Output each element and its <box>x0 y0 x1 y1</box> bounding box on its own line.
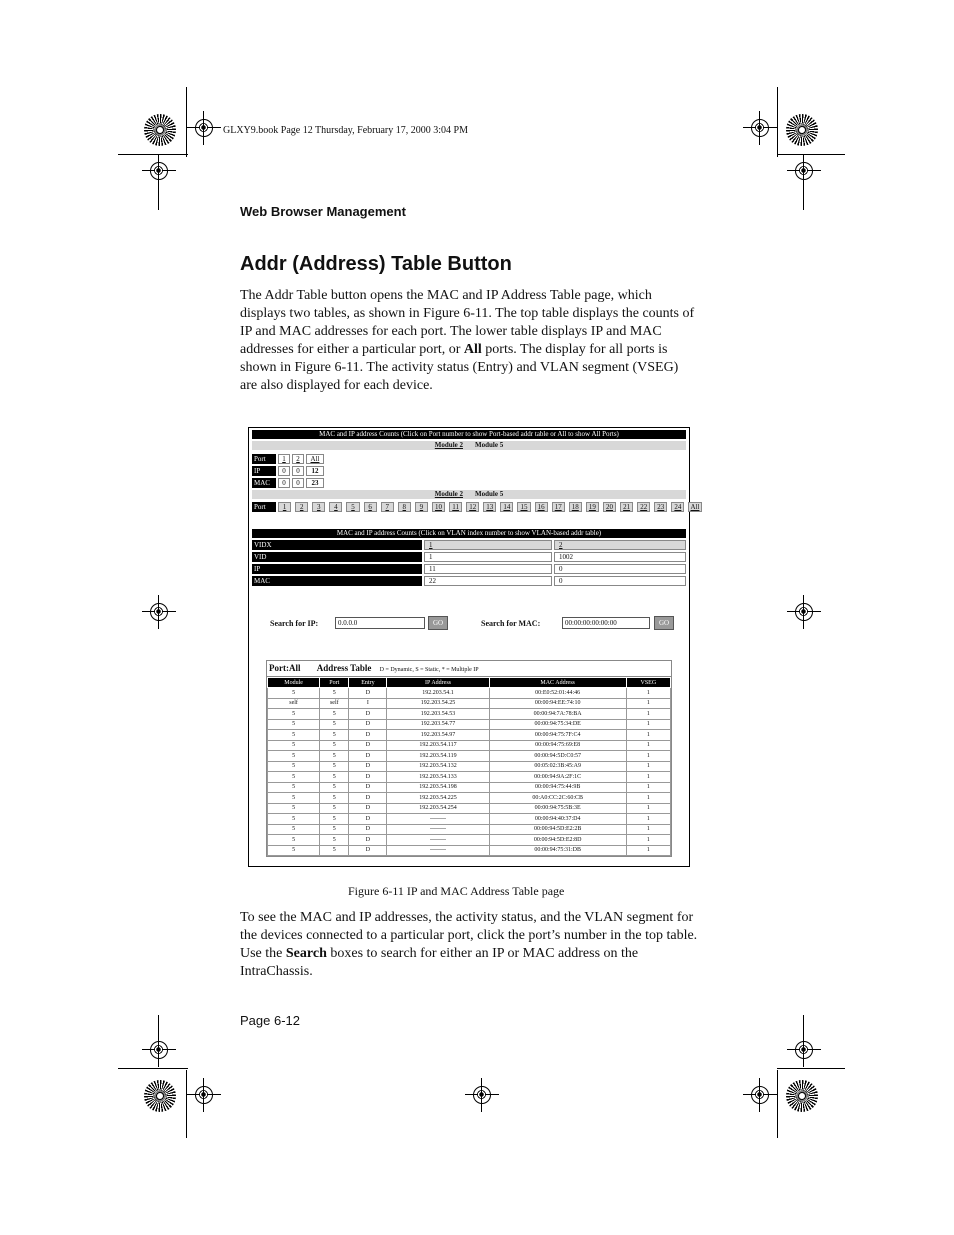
port-link[interactable]: 16 <box>535 502 548 512</box>
table-cell: 1 <box>626 709 670 720</box>
column-header: MAC Address <box>489 678 626 688</box>
port-link[interactable]: 6 <box>364 502 377 512</box>
entry-legend: D = Dynamic, S = Static, * = Multiple IP <box>379 667 479 673</box>
column-header: Port <box>320 678 349 688</box>
table-cell: 5 <box>320 730 349 741</box>
table-row <box>268 730 671 741</box>
table-cell: 1 <box>626 803 670 814</box>
vlan-row-label: VIDX <box>252 540 422 550</box>
table-cell: 1 <box>626 719 670 730</box>
port-link[interactable]: 23 <box>654 502 667 512</box>
table-cell: 5 <box>268 824 320 835</box>
table-cell: 5 <box>320 803 349 814</box>
table-cell: -------- <box>387 835 489 846</box>
table-cell: D <box>349 719 387 730</box>
column-header: IP Address <box>387 678 489 688</box>
registration-star-icon <box>786 1080 818 1112</box>
vlan-row-label: MAC <box>252 576 422 586</box>
table-cell: 00:00:94:5D:E2:8D <box>489 835 626 846</box>
registration-target-icon <box>150 162 168 180</box>
table-cell: 5 <box>320 772 349 783</box>
port-link[interactable]: 17 <box>552 502 565 512</box>
table-cell: 1 <box>626 845 670 856</box>
table-row <box>268 772 671 783</box>
search-mac-input[interactable]: 00:00:00:00:00:00 <box>562 617 650 629</box>
table-row <box>268 751 671 762</box>
table-cell: D <box>349 793 387 804</box>
table-cell: -------- <box>387 824 489 835</box>
registration-target-icon <box>150 603 168 621</box>
port-link[interactable]: 21 <box>620 502 633 512</box>
column-header: Module <box>268 678 320 688</box>
table-row <box>268 793 671 804</box>
table-cell: 5 <box>268 730 320 741</box>
table-cell: 1 <box>626 814 670 825</box>
table-cell: 00:A0:CC:2C:60:CB <box>489 793 626 804</box>
registration-star-icon <box>144 1080 176 1112</box>
port-label: Port <box>252 454 276 464</box>
address-table <box>266 660 672 857</box>
table-cell: 5 <box>268 772 320 783</box>
port-link[interactable]: 11 <box>449 502 462 512</box>
mac-label: MAC <box>252 478 276 488</box>
table-cell: D <box>349 835 387 846</box>
table-cell: 192.203.54.133 <box>387 772 489 783</box>
table-cell: 192.203.54.97 <box>387 730 489 741</box>
table-cell: 5 <box>320 782 349 793</box>
registration-target-icon <box>795 1041 813 1059</box>
table-cell: 00:00:94:75:44:9B <box>489 782 626 793</box>
search-ip-input[interactable]: 0.0.0.0 <box>335 617 425 629</box>
table-row <box>268 845 671 856</box>
table-cell: D <box>349 803 387 814</box>
port-link[interactable]: 24 <box>671 502 684 512</box>
module-link[interactable]: Module 2 <box>434 490 463 498</box>
table-cell: 5 <box>268 761 320 772</box>
vlan-header-bar: MAC and IP address Counts (Click on VLAN index number to show VLAN-based addr table) <box>252 529 686 538</box>
table-cell: 1 <box>626 824 670 835</box>
bold-text-run: Search <box>285 946 327 961</box>
table-row <box>268 803 671 814</box>
table-cell: 192.203.54.117 <box>387 740 489 751</box>
table-cell: D <box>349 772 387 783</box>
vlan-value: 1002 <box>554 552 686 562</box>
port-link[interactable]: 5 <box>346 502 359 512</box>
table-cell: 192.203.54.77 <box>387 719 489 730</box>
table-cell: I <box>349 698 387 709</box>
table-cell: 00:00:94:75:31:DB <box>489 845 626 856</box>
book-header-line: GLXY9.book Page 12 Thursday, February 17, 2000 3:04 PM <box>223 125 468 136</box>
table-cell: 5 <box>268 803 320 814</box>
module-label: Module 5 <box>475 490 504 498</box>
vlan-value: 22 <box>424 576 552 586</box>
port-scope-label: Port:All <box>269 663 301 673</box>
table-cell: 00:00:94:75:7F:C4 <box>489 730 626 741</box>
search-ip-label: Search for IP: <box>270 619 319 628</box>
port-link[interactable]: 9 <box>415 502 428 512</box>
table-cell: 5 <box>320 835 349 846</box>
table-cell: 5 <box>268 688 320 699</box>
table-cell: 192.203.54.198 <box>387 782 489 793</box>
vlan-row-label: VID <box>252 552 422 562</box>
mac-count: 0 <box>292 478 304 488</box>
vlan-value: 0 <box>554 564 686 574</box>
table-cell: 1 <box>626 730 670 741</box>
column-header: Entry <box>349 678 387 688</box>
table-cell: 5 <box>268 709 320 720</box>
port-row-label: Port <box>252 502 276 512</box>
text-run: boxes to search for either an IP or MAC address on the IntraChassis. <box>240 946 639 979</box>
intro-paragraph <box>240 287 698 395</box>
table-row <box>268 740 671 751</box>
table-cell: D <box>349 740 387 751</box>
table-cell: D <box>349 814 387 825</box>
module-label: Module 5 <box>475 441 504 449</box>
module-header-top <box>252 441 686 450</box>
table-row <box>268 688 671 699</box>
port-link[interactable]: 2 <box>292 454 304 464</box>
registration-star-icon <box>144 114 176 146</box>
address-table-grid <box>267 677 671 856</box>
table-cell: 1 <box>626 751 670 762</box>
port-link[interactable]: 2 <box>295 502 308 512</box>
text-run: The Addr Table button opens the MAC and IP Address Table page, which displays two tables, as shown in Figure 6-11. The top table displays the counts of IP and MAC addresses for each port. The lower table displays IP and MAC addresses for either a particular port, or <box>240 288 695 357</box>
table-cell: 5 <box>268 751 320 762</box>
table-cell: 5 <box>268 793 320 804</box>
table-row <box>268 824 671 835</box>
vlan-value: 1 <box>424 552 552 562</box>
registration-target-icon <box>795 162 813 180</box>
registration-target-icon <box>795 603 813 621</box>
ip-count: 0 <box>292 466 304 476</box>
table-cell: -------- <box>387 845 489 856</box>
table-cell: 5 <box>268 740 320 751</box>
table-cell: 5 <box>320 751 349 762</box>
table-cell: 1 <box>626 772 670 783</box>
vlan-index-link[interactable]: 1 <box>424 540 552 550</box>
port-link[interactable]: 19 <box>586 502 599 512</box>
table-cell: 00:00:94:75:5B:3E <box>489 803 626 814</box>
port-link[interactable]: 18 <box>569 502 582 512</box>
table-cell: 00:00:94:5D:C0:57 <box>489 751 626 762</box>
port-link[interactable]: 20 <box>603 502 616 512</box>
port-link[interactable]: 14 <box>500 502 513 512</box>
module-header-bottom <box>252 490 686 499</box>
table-cell: 1 <box>626 698 670 709</box>
table-cell: 00:00:94:75:69:E8 <box>489 740 626 751</box>
table-cell: D <box>349 751 387 762</box>
table-cell: D <box>349 730 387 741</box>
registration-target-icon <box>150 1041 168 1059</box>
port-link[interactable]: 13 <box>483 502 496 512</box>
table-cell: 1 <box>626 782 670 793</box>
table-cell: self <box>320 698 349 709</box>
instructions-paragraph <box>240 909 698 981</box>
section-label: Web Browser Management <box>240 204 406 219</box>
port-link[interactable]: 10 <box>432 502 445 512</box>
registration-star-icon <box>786 114 818 146</box>
table-cell: 1 <box>626 740 670 751</box>
registration-target-icon <box>195 119 213 137</box>
table-row <box>268 814 671 825</box>
table-row <box>268 761 671 772</box>
table-cell: D <box>349 824 387 835</box>
table-cell: 192.203.54.25 <box>387 698 489 709</box>
address-table-title-row <box>267 661 671 677</box>
table-cell: 00:00:94:7A:78:BA <box>489 709 626 720</box>
table-cell: D <box>349 761 387 772</box>
registration-target-icon <box>195 1086 213 1104</box>
port-link[interactable]: 12 <box>466 502 479 512</box>
ip-count: 12 <box>306 466 324 476</box>
search-mac-label: Search for MAC: <box>481 619 541 628</box>
table-cell: 192.203.54.119 <box>387 751 489 762</box>
table-cell: 00:00:94:EE:74:10 <box>489 698 626 709</box>
table-cell: 5 <box>268 719 320 730</box>
table-row <box>268 709 671 720</box>
mac-count: 23 <box>306 478 324 488</box>
registration-target-icon <box>751 119 769 137</box>
table-cell: 5 <box>320 740 349 751</box>
table-cell: 5 <box>268 814 320 825</box>
port-link[interactable]: 4 <box>329 502 342 512</box>
table-cell: 5 <box>320 824 349 835</box>
table-cell: D <box>349 709 387 720</box>
table-row <box>268 719 671 730</box>
port-link[interactable]: 1 <box>278 502 291 512</box>
address-table-title: Address Table <box>316 663 372 673</box>
table-cell: 5 <box>320 793 349 804</box>
table-cell: 1 <box>626 761 670 772</box>
port-link[interactable]: 3 <box>312 502 325 512</box>
vlan-index-link[interactable]: 2 <box>554 540 686 550</box>
table-cell: 192.203.54.225 <box>387 793 489 804</box>
table-cell: 00:00:94:75:34:DE <box>489 719 626 730</box>
port-link[interactable]: 7 <box>381 502 394 512</box>
port-link[interactable]: All <box>688 502 701 512</box>
table-cell: 1 <box>626 688 670 699</box>
table-row <box>268 835 671 846</box>
table-row <box>268 698 671 709</box>
table-cell: 192.203.54.53 <box>387 709 489 720</box>
table-cell: D <box>349 688 387 699</box>
vlan-value: 11 <box>424 564 552 574</box>
table-cell: -------- <box>387 814 489 825</box>
figure-caption: Figure 6-11 IP and MAC Address Table page <box>348 884 565 898</box>
table-cell: 192.203.54.1 <box>387 688 489 699</box>
table-row <box>268 782 671 793</box>
table-cell: D <box>349 782 387 793</box>
ip-label: IP <box>252 466 276 476</box>
port-link[interactable]: 1 <box>278 454 290 464</box>
table-cell: 1 <box>626 835 670 846</box>
table-cell: self <box>268 698 320 709</box>
table-cell: 00:00:94:40:37:D4 <box>489 814 626 825</box>
mac-count: 0 <box>278 478 290 488</box>
vlan-value: 0 <box>554 576 686 586</box>
table-cell: 5 <box>268 845 320 856</box>
module-link[interactable]: Module 2 <box>434 441 463 449</box>
registration-target-icon <box>473 1086 491 1104</box>
page-title: Addr (Address) Table Button <box>240 253 512 275</box>
text-run: To see the MAC and IP addresses, the activity status, and the VLAN segment for the devices connected to a particular port, click the port’s number in the top table. Use the <box>240 910 698 961</box>
port-link[interactable]: 8 <box>398 502 411 512</box>
table-cell: 192.203.54.132 <box>387 761 489 772</box>
port-link-all[interactable]: All <box>306 454 324 464</box>
figure-screenshot <box>248 427 700 867</box>
search-ip-go-button[interactable]: GO <box>428 616 448 630</box>
table-cell: 5 <box>268 782 320 793</box>
counts-header-bar: MAC and IP address Counts (Click on Port number to show Port-based addr table or All to show All Ports) <box>252 430 686 439</box>
text-run: ports. The display for all ports is shown in Figure 6-11. The activity status (Entry) and VLAN segment (VSEG) are also displayed for each device. <box>240 342 679 393</box>
table-cell: 00:00:94:5D:E2:2B <box>489 824 626 835</box>
table-cell: 00:00:94:9A:2F:1C <box>489 772 626 783</box>
vlan-row-label: IP <box>252 564 422 574</box>
bold-text-run: All <box>463 342 482 357</box>
table-cell: 5 <box>320 709 349 720</box>
table-cell: 5 <box>320 719 349 730</box>
table-cell: D <box>349 845 387 856</box>
port-link[interactable]: 22 <box>637 502 650 512</box>
table-cell: 192.203.54.254 <box>387 803 489 814</box>
ip-count: 0 <box>278 466 290 476</box>
page-number: Page 6-12 <box>240 1013 300 1028</box>
search-mac-go-button[interactable]: GO <box>654 616 674 630</box>
table-cell: 00:E0:52:01:44:46 <box>489 688 626 699</box>
registration-target-icon <box>751 1086 769 1104</box>
table-cell: 5 <box>320 761 349 772</box>
address-table-header <box>268 678 671 688</box>
table-cell: 00:05:02:3B:45:A9 <box>489 761 626 772</box>
table-cell: 5 <box>320 688 349 699</box>
port-link[interactable]: 15 <box>517 502 530 512</box>
table-cell: 5 <box>320 814 349 825</box>
table-cell: 5 <box>320 845 349 856</box>
table-cell: 1 <box>626 793 670 804</box>
table-cell: 5 <box>268 835 320 846</box>
column-header: VSEG <box>626 678 670 688</box>
